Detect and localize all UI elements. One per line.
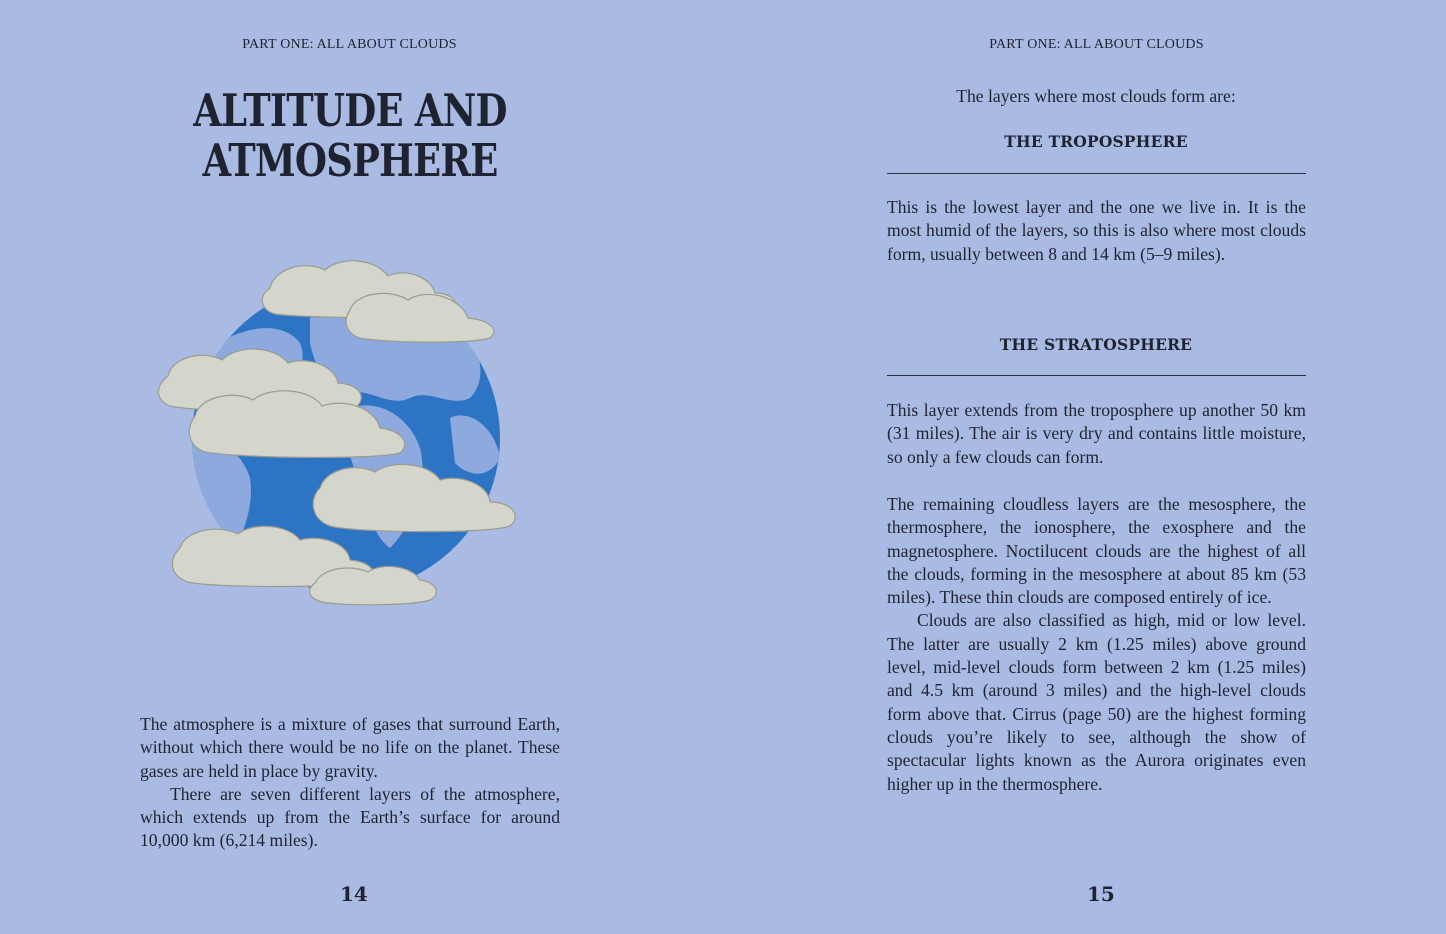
chapter-title <box>63 86 637 186</box>
paragraph: Clouds are also classified as high, mid or low level. The latter are usually 2 km (1.25 miles) above ground level, mid-level clouds form between 2 km (1.25 miles) and 4.5 km (around 3 miles) and the high-level clouds form above that. Cirrus (page 50) are the highest forming clouds you’re likely to see, although the show of spectacular lights known as the Aurora originates even higher up in the thermosphere. <box>887 610 1306 794</box>
paragraph: This layer extends from the troposphere up another 50 km (31 miles). The air is very dry and contains little moisture, so only a few clouds can form. <box>887 400 1306 467</box>
troposphere-heading: THE TROPOSPHERE <box>1004 132 1188 151</box>
page-number: 14 <box>340 882 368 906</box>
divider <box>887 173 1306 174</box>
troposphere-text <box>887 196 1306 266</box>
remaining-layers-text <box>887 493 1306 796</box>
title-line-1: ALTITUDE AND <box>193 84 507 137</box>
paragraph: This is the lowest layer and the one we live in. It is the most humid of the layers, so this is also where most clouds form, usually between 8 and 14 km (5–9 miles). <box>887 197 1306 264</box>
running-head: PART ONE: ALL ABOUT CLOUDS <box>242 37 457 52</box>
paragraph: There are seven different layers of the atmosphere, which extends up from the Earth’s surface for around 10,000 km (6,214 miles). <box>140 783 560 851</box>
cloud-icon <box>346 293 494 342</box>
stratosphere-heading: THE STRATOSPHERE <box>999 335 1193 354</box>
intro-text: The layers where most clouds form are: <box>956 86 1236 106</box>
stratosphere-text <box>887 399 1306 469</box>
right-page <box>723 0 1446 934</box>
paragraph: The atmosphere is a mixture of gases that surround Earth, without which there would be no life on the planet. These gases are held in place by gravity. <box>140 714 560 781</box>
page-number: 15 <box>1087 882 1115 906</box>
title-line-2: ATMOSPHERE <box>202 134 498 187</box>
paragraph: The remaining cloudless layers are the mesosphere, the thermosphere, the ionosphere, the exosphere and the magnetosphere. Noctilucent clouds are the highest of all the clouds, forming in the mesosphere at about 85 km (53 miles). These thin clouds are composed entirely of ice. <box>887 494 1306 608</box>
globe-clouds-illustration <box>150 248 570 628</box>
running-head: PART ONE: ALL ABOUT CLOUDS <box>989 37 1204 52</box>
divider <box>887 375 1306 376</box>
left-body-text <box>140 713 560 853</box>
